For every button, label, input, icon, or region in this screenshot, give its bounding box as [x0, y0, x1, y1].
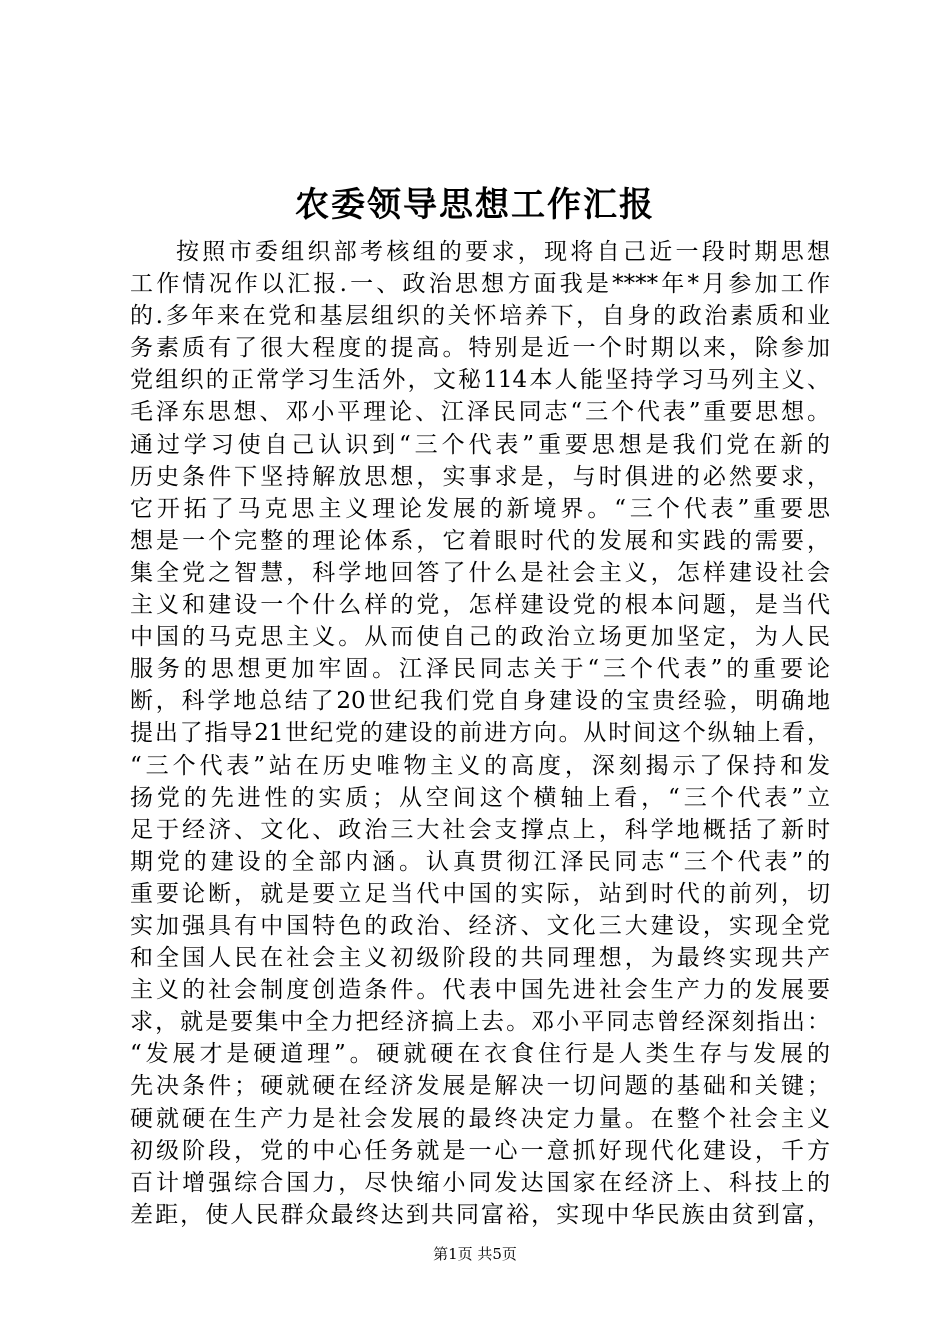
- body-line: 主义和建设一个什么样的党，怎样建设党的根本问题，是当代: [130, 592, 830, 619]
- body-line: 实加强具有中国特色的政治、经济、文化三大建设，实现全党: [130, 912, 830, 939]
- body-line: 的.多年来在党和基层组织的关怀培养下，自身的政治素质和业: [130, 303, 830, 330]
- body-line: 历史条件下坚持解放思想，实事求是，与时俱进的必然要求，: [130, 463, 830, 490]
- body-line: “发展才是硬道理”。硬就硬在衣食住行是人类生存与发展的: [130, 1041, 830, 1068]
- body-line: “三个代表”站在历史唯物主义的高度，深刻揭示了保持和发: [130, 752, 830, 779]
- document-title: 农委领导思想工作汇报: [295, 185, 655, 225]
- page-footer: 第1页 共5页: [433, 1245, 517, 1263]
- body-line: 按照市委组织部考核组的要求，现将自己近一段时期思想: [176, 239, 830, 265]
- body-line: 初级阶段，党的中心任务就是一心一意抓好现代化建设，千方: [130, 1137, 830, 1164]
- body-line: 差距，使人民群众最终达到共同富裕，实现中华民族由贫到富，: [130, 1201, 830, 1228]
- body-line: 工作情况作以汇报.一、政治思想方面我是****年*月参加工作: [130, 271, 830, 298]
- body-line: 和全国人民在社会主义初级阶段的共同理想，为最终实现共产: [130, 945, 830, 972]
- body-line: 毛泽东思想、邓小平理论、江泽民同志“三个代表”重要思想。: [130, 399, 830, 426]
- body-line: 中国的马克思主义。从而使自己的政治立场更加坚定，为人民: [130, 624, 830, 651]
- body-line: 服务的思想更加牢固。江泽民同志关于“三个代表”的重要论: [130, 656, 830, 683]
- body-line: 党组织的正常学习生活外，文秘114本人能坚持学习马列主义、: [130, 367, 830, 394]
- body-line: 扬党的先进性的实质；从空间这个横轴上看，“三个代表”立: [130, 784, 830, 811]
- body-line: 求，就是要集中全力把经济搞上去。邓小平同志曾经深刻指出：: [130, 1009, 830, 1036]
- document-body: [130, 236, 830, 1231]
- body-line: 硬就硬在生产力是社会发展的最终决定力量。在整个社会主义: [130, 1105, 830, 1132]
- body-line: 断，科学地总结了20世纪我们党自身建设的宝贵经验，明确地: [130, 688, 830, 715]
- body-line: 重要论断，就是要立足当代中国的实际，站到时代的前列，切: [130, 880, 830, 907]
- body-line: 它开拓了马克思主义理论发展的新境界。“三个代表”重要思: [130, 495, 830, 522]
- body-line: 提出了指导21世纪党的建设的前进方向。从时间这个纵轴上看，: [130, 720, 830, 747]
- body-line: 务素质有了很大程度的提高。特别是近一个时期以来，除参加: [130, 335, 830, 362]
- body-line: 通过学习使自己认识到“三个代表”重要思想是我们党在新的: [130, 431, 830, 458]
- body-line: 集全党之智慧，科学地回答了什么是社会主义，怎样建设社会: [130, 559, 830, 586]
- body-line: 期党的建设的全部内涵。认真贯彻江泽民同志“三个代表”的: [130, 848, 830, 875]
- body-line: 主义的社会制度创造条件。代表中国先进社会生产力的发展要: [130, 977, 830, 1004]
- body-line: 想是一个完整的理论体系，它着眼时代的发展和实践的需要，: [130, 527, 830, 554]
- body-line: 先决条件；硬就硬在经济发展是解决一切问题的基础和关键；: [130, 1073, 830, 1100]
- body-line: 百计增强综合国力，尽快缩小同发达国家在经济上、科技上的: [130, 1169, 830, 1196]
- body-line: 足于经济、文化、政治三大社会支撑点上，科学地概括了新时: [130, 816, 830, 843]
